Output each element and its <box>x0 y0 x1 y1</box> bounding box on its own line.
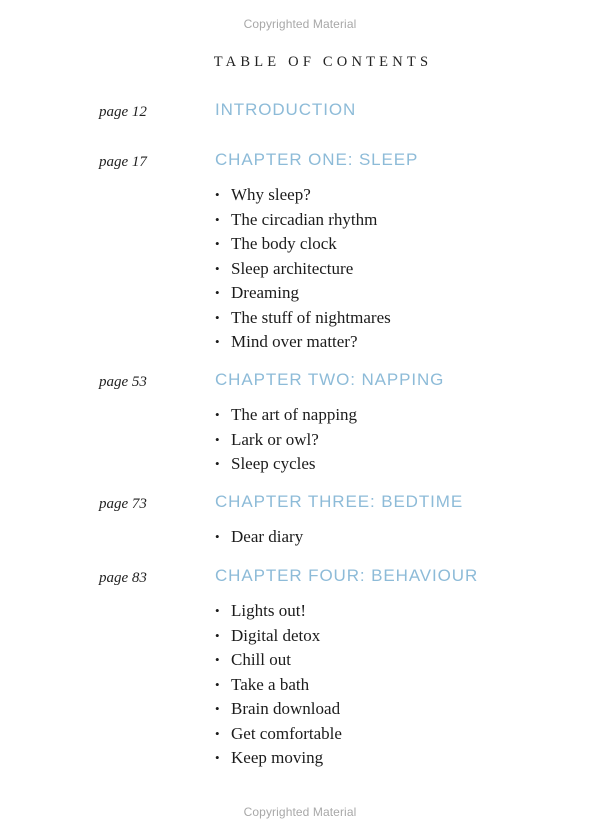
list-item: • Digital detox <box>215 624 342 649</box>
chapter-topic-list <box>215 403 357 477</box>
copyright-watermark-bottom: Copyrighted Material <box>243 805 357 819</box>
page-number: page 83 <box>99 570 147 586</box>
list-item: • Mind over matter? <box>215 330 391 355</box>
page-number: page 53 <box>99 374 147 390</box>
list-item: • Why sleep? <box>215 183 391 208</box>
list-item: • Chill out <box>215 648 342 673</box>
list-item: • Take a bath <box>215 673 342 698</box>
list-item: • Keep moving <box>215 746 342 771</box>
page-number: page 73 <box>99 496 147 512</box>
chapter-title: CHAPTER FOUR: BEHAVIOUR <box>215 566 479 585</box>
list-item: • Get comfortable <box>215 722 342 747</box>
list-item: • Sleep architecture <box>215 257 391 282</box>
copyright-watermark-top: Copyrighted Material <box>243 17 357 31</box>
list-item: • Sleep cycles <box>215 452 357 477</box>
list-item: • Dreaming <box>215 281 391 306</box>
chapter-topic-list <box>215 525 303 550</box>
list-item: • The body clock <box>215 232 391 257</box>
chapter-title: CHAPTER TWO: NAPPING <box>215 370 445 389</box>
chapter-title: CHAPTER ONE: SLEEP <box>215 150 419 169</box>
chapter-topic-list <box>215 599 342 771</box>
chapter-title: INTRODUCTION <box>215 100 357 119</box>
chapter-title: CHAPTER THREE: BEDTIME <box>215 492 464 511</box>
list-item: • The art of napping <box>215 403 357 428</box>
list-item: • The circadian rhythm <box>215 208 391 233</box>
list-item: • Dear diary <box>215 525 303 550</box>
page-number: page 12 <box>99 104 147 120</box>
page-number: page 17 <box>99 154 147 170</box>
list-item: • Brain download <box>215 697 342 722</box>
list-item: • The stuff of nightmares <box>215 306 391 331</box>
list-item: • Lark or owl? <box>215 428 357 453</box>
toc-heading: TABLE OF CONTENTS <box>213 54 433 70</box>
list-item: • Lights out! <box>215 599 342 624</box>
chapter-topic-list <box>215 183 391 355</box>
